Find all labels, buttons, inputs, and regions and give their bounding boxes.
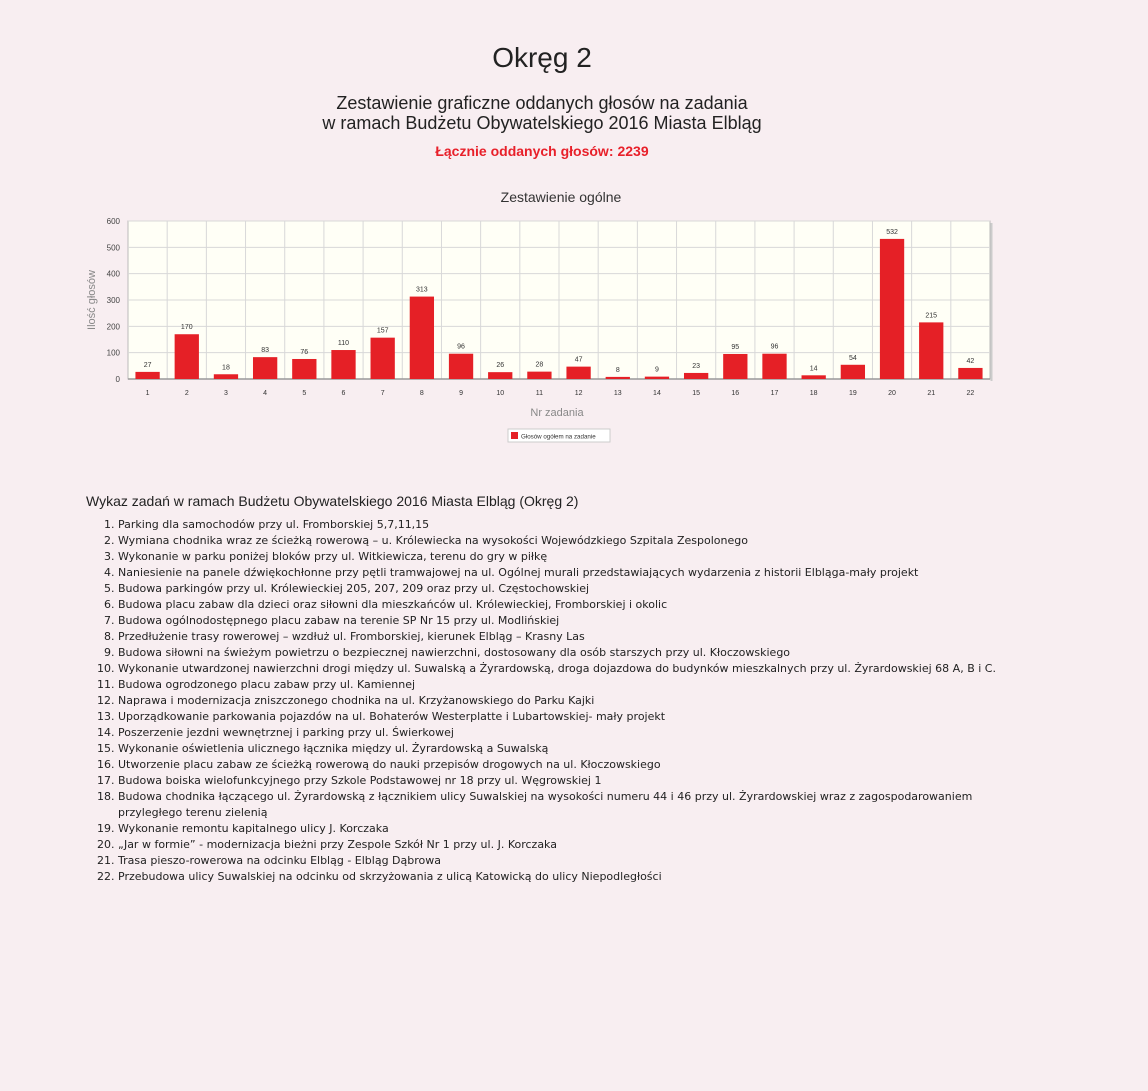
bar-value-label: 27	[143, 361, 152, 369]
bar-value-label: 23	[692, 362, 701, 370]
subtitle-line-1: Zestawienie graficzne oddanych głosów na zadania	[336, 93, 748, 113]
task-list-item: 10. Wykonanie utwardzonej nawierzchni drogi między ul. Suwalską a Żyrardowską, droga dojazdowa do budynków mieszkalnych przy ul. Żyrardowskiej 68 A, B i C.	[118, 661, 1028, 677]
task-list-item: 8. Przedłużenie trasy rowerowej – wzdłuż ul. Fromborskiej, kierunek Elbląg – Krasny Las	[118, 629, 1028, 645]
bar	[762, 354, 786, 379]
x-tick-label: 2	[184, 390, 189, 397]
bar-value-label: 532	[886, 228, 898, 236]
task-list-item: 14. Poszerzenie jezdni wewnętrznej i parking przy ul. Świerkowej	[118, 725, 1028, 741]
bar-value-label: 96	[770, 343, 779, 351]
bar-value-label: 313	[416, 286, 428, 294]
y-tick-label: 600	[106, 217, 120, 226]
bar-value-label: 157	[376, 327, 389, 335]
bar-value-label: 96	[457, 343, 465, 351]
x-tick-label: 22	[966, 390, 975, 397]
x-tick-label: 17	[770, 390, 779, 397]
task-list-item: 1. Parking dla samochodów przy ul. Fromborskiej 5,7,11,15	[118, 517, 1028, 533]
y-axis-label: Ilość głosów	[86, 270, 98, 330]
bar-value-label: 83	[261, 347, 270, 355]
x-tick-label: 4	[263, 390, 268, 397]
x-tick-label: 9	[459, 390, 463, 397]
task-list-item: 18. Budowa chodnika łączącego ul. Żyrardowską z łącznikiem ulicy Suwalskiej na wysokości numeru 44 i 46 przy ul. Żyrardowskiej wraz z zagospodarowaniem przyległego terenu zielenią	[118, 789, 1028, 821]
x-tick-label: 8	[419, 390, 424, 397]
x-tick-label: 10	[496, 390, 505, 397]
task-list-item: 19. Wykonanie remontu kapitalnego ulicy J. Korczaka	[118, 821, 1028, 837]
votes-bar-chart	[80, 180, 1020, 455]
bar-value-label: 110	[337, 340, 350, 348]
bar-value-label: 42	[966, 357, 975, 365]
bar	[253, 357, 277, 379]
bar-value-label: 26	[496, 362, 505, 370]
y-tick-label: 200	[106, 322, 120, 332]
x-tick-label: 14	[653, 390, 661, 397]
task-list-heading: Wykaz zadań w ramach Budżetu Obywatelskiego 2016 Miasta Elbląg (Okręg 2)	[86, 493, 579, 509]
task-list-item: 21. Trasa pieszo-rowerowa na odcinku Elbląg - Elbląg Dąbrowa	[118, 853, 1028, 869]
bar	[802, 375, 826, 379]
task-list-item: 13. Uporządkowanie parkowania pojazdów na ul. Bohaterów Westerplatte i Lubartowskiej- mały projekt	[118, 709, 1028, 725]
bar	[135, 372, 159, 379]
bar-value-label: 28	[535, 361, 544, 369]
task-list-item: 7. Budowa ogólnodostępnego placu zabaw na terenie SP Nr 15 przy ul. Modlińskiej	[118, 613, 1028, 629]
x-axis-label: Nr zadania	[530, 407, 584, 419]
x-tick-label: 6	[341, 390, 346, 397]
bar	[566, 367, 590, 379]
bar	[488, 372, 512, 379]
subtitle-line-2: w ramach Budżetu Obywatelskiego 2016 Miasta Elbląg	[322, 113, 762, 133]
chart-title: Zestawienie ogólne	[500, 189, 622, 205]
task-list	[86, 517, 1028, 885]
task-list-item: 3. Wykonanie w parku poniżej bloków przy ul. Witkiewicza, terenu do gry w piłkę	[118, 549, 1028, 565]
task-list-item: 4. Naniesienie na panele dźwiękochłonne przy pętli tramwajowej na ul. Ogólnej murali przedstawiających wydarzenia z historii Elbląga-mały projekt	[118, 565, 1028, 581]
x-tick-label: 7	[380, 390, 385, 397]
task-list-item: 6. Budowa placu zabaw dla dzieci oraz siłowni dla mieszkańców ul. Królewieckiej, Fromborskiej i okolic	[118, 597, 1028, 613]
x-tick-label: 12	[574, 390, 583, 397]
bar-value-label: 170	[180, 324, 193, 332]
x-tick-label: 15	[692, 390, 701, 397]
bar	[214, 374, 238, 379]
y-tick-label: 100	[106, 348, 120, 358]
bar	[684, 373, 708, 379]
bar	[331, 350, 355, 379]
task-list-item: 12. Naprawa i modernizacja zniszczonego chodnika na ul. Krzyżanowskiego do Parku Kajki	[118, 693, 1028, 709]
bar-value-label: 18	[222, 364, 230, 372]
bar	[175, 334, 199, 379]
bar	[645, 377, 669, 379]
bar	[919, 322, 943, 379]
bar	[841, 365, 865, 379]
bar	[410, 297, 434, 379]
bar-value-label: 76	[300, 348, 309, 356]
bar-value-label: 95	[731, 343, 740, 351]
total-votes-label: Łącznie oddanych głosów:	[435, 143, 614, 159]
bar-value-label: 47	[574, 356, 583, 364]
task-list-item: 22. Przebudowa ulicy Suwalskiej na odcinku od skrzyżowania z ulicą Katowicką do ulicy Niepodległości	[118, 869, 1028, 885]
y-tick-label: 0	[115, 375, 120, 384]
task-list-item: 11. Budowa ogrodzonego placu zabaw przy ul. Kamiennej	[118, 677, 1028, 693]
bar	[449, 354, 473, 379]
bar-value-label: 14	[809, 365, 818, 373]
bar	[880, 239, 904, 379]
x-tick-label: 3	[224, 390, 228, 397]
bar-value-label: 54	[848, 354, 857, 362]
legend-swatch	[511, 432, 518, 439]
bar	[958, 368, 982, 379]
bar-value-label: 215	[925, 312, 938, 320]
task-list-item: 20. „Jar w formie” - modernizacja bieżni przy Zespole Szkół Nr 1 przy ul. J. Korczaka	[118, 837, 1028, 853]
total-votes	[0, 143, 1084, 159]
bar	[371, 338, 395, 379]
y-tick-label: 400	[106, 269, 120, 279]
total-votes-value: 2239	[617, 143, 649, 159]
x-tick-label: 18	[809, 390, 818, 397]
task-list-item: 2. Wymiana chodnika wraz ze ścieżką rowerową – u. Królewiecka na wysokości Wojewódzkiego Szpitala Zespolonego	[118, 533, 1028, 549]
task-list-item: 5. Budowa parkingów przy ul. Królewieckiej 205, 207, 209 oraz przy ul. Częstochowskiej	[118, 581, 1028, 597]
x-tick-label: 20	[888, 390, 896, 397]
page-subtitle	[0, 93, 1084, 133]
x-tick-label: 13	[613, 390, 622, 397]
x-tick-label: 11	[535, 390, 544, 397]
task-list-item: 9. Budowa siłowni na świeżym powietrzu o bezpiecznej nawierzchni, dostosowany dla osób starszych przy ul. Kłoczowskiego	[118, 645, 1028, 661]
y-tick-label: 500	[106, 243, 120, 253]
legend-label: Głosów ogółem na zadanie	[521, 433, 596, 441]
x-tick-label: 1	[145, 390, 150, 397]
bar-value-label: 8	[615, 366, 620, 374]
page-title: Okręg 2	[492, 42, 592, 73]
x-tick-label: 16	[731, 390, 740, 397]
bar	[292, 359, 316, 379]
x-tick-label: 5	[302, 390, 307, 397]
bar	[527, 372, 551, 379]
task-list-item: 15. Wykonanie oświetlenia ulicznego łącznika między ul. Żyrardowską a Suwalską	[118, 741, 1028, 757]
bar-value-label: 9	[655, 366, 659, 374]
y-tick-label: 300	[106, 296, 120, 305]
bar	[723, 354, 747, 379]
task-list-item: 16. Utworzenie placu zabaw ze ścieżką rowerową do nauki przepisów drogowych na ul. Kłoczowskiego	[118, 757, 1028, 773]
task-list-item: 17. Budowa boiska wielofunkcyjnego przy Szkole Podstawowej nr 18 przy ul. Węgrowskiej 1	[118, 773, 1028, 789]
bar	[606, 377, 630, 379]
x-tick-label: 21	[927, 390, 936, 397]
x-tick-label: 19	[848, 390, 857, 397]
